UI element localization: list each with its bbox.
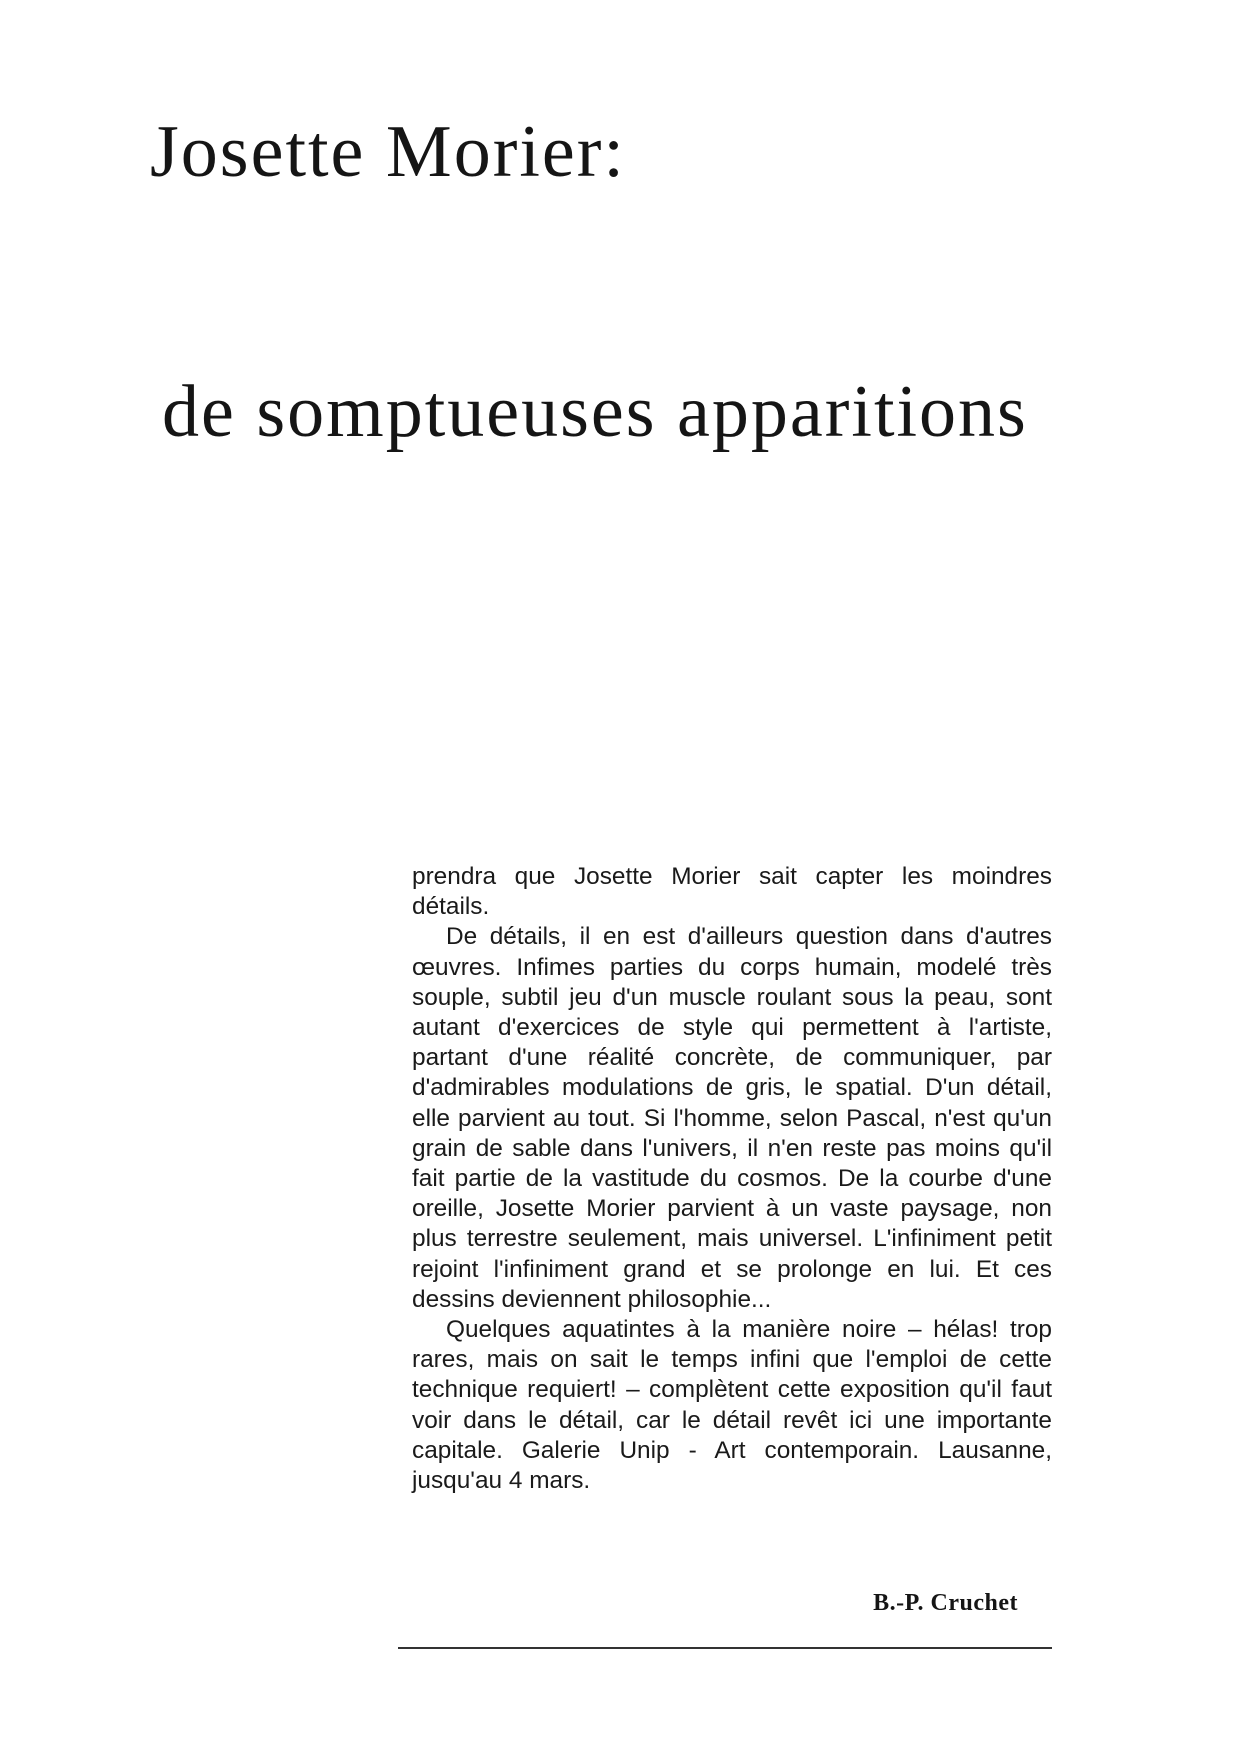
bottom-divider bbox=[398, 1647, 1052, 1649]
headline-line-2: de somptueuses apparitions bbox=[162, 371, 1028, 453]
article-paragraph-1: prendra que Josette Morier sait capter les moindres détails. bbox=[412, 863, 1052, 921]
article-paragraph-3: Quelques aquatintes à la manière noire – hélas! trop rares, mais on sait le temps infini que l'emploi de cette technique requiert! – complètent cette exposition qu'il faut voir dans le détail, car le détail revêt ici une importante capitale. Galerie Unip - Art contemporain. Lausanne, jusqu'au 4 mars. bbox=[412, 1316, 1052, 1495]
headline-line-1: Josette Morier: bbox=[150, 111, 626, 193]
article-paragraph-2: De détails, il en est d'ailleurs question dans d'autres œuvres. Infimes parties du corps humain, modelé très souple, subtil jeu d'un muscle roulant sous la peau, sont autant d'exercices de style qui permettent à l'artiste, partant d'une réalité concrète, de communiquer, par d'admirables modulations de gris, le spatial. D'un détail, elle parvient au tout. Si l'homme, selon Pascal, n'est qu'un grain de sable dans l'univers, il n'en reste pas moins qu'il fait partie de la vastitude du cosmos. De la courbe d'une oreille, Josette Morier parvient à un vaste paysage, non plus terrestre seulement, mais universel. L'infiniment petit rejoint l'infiniment grand et se prolonge en lui. Et ces dessins deviennent philosophie... bbox=[412, 923, 1052, 1313]
byline: B.-P. Cruchet bbox=[873, 1590, 1018, 1616]
article-body bbox=[412, 862, 1052, 1496]
